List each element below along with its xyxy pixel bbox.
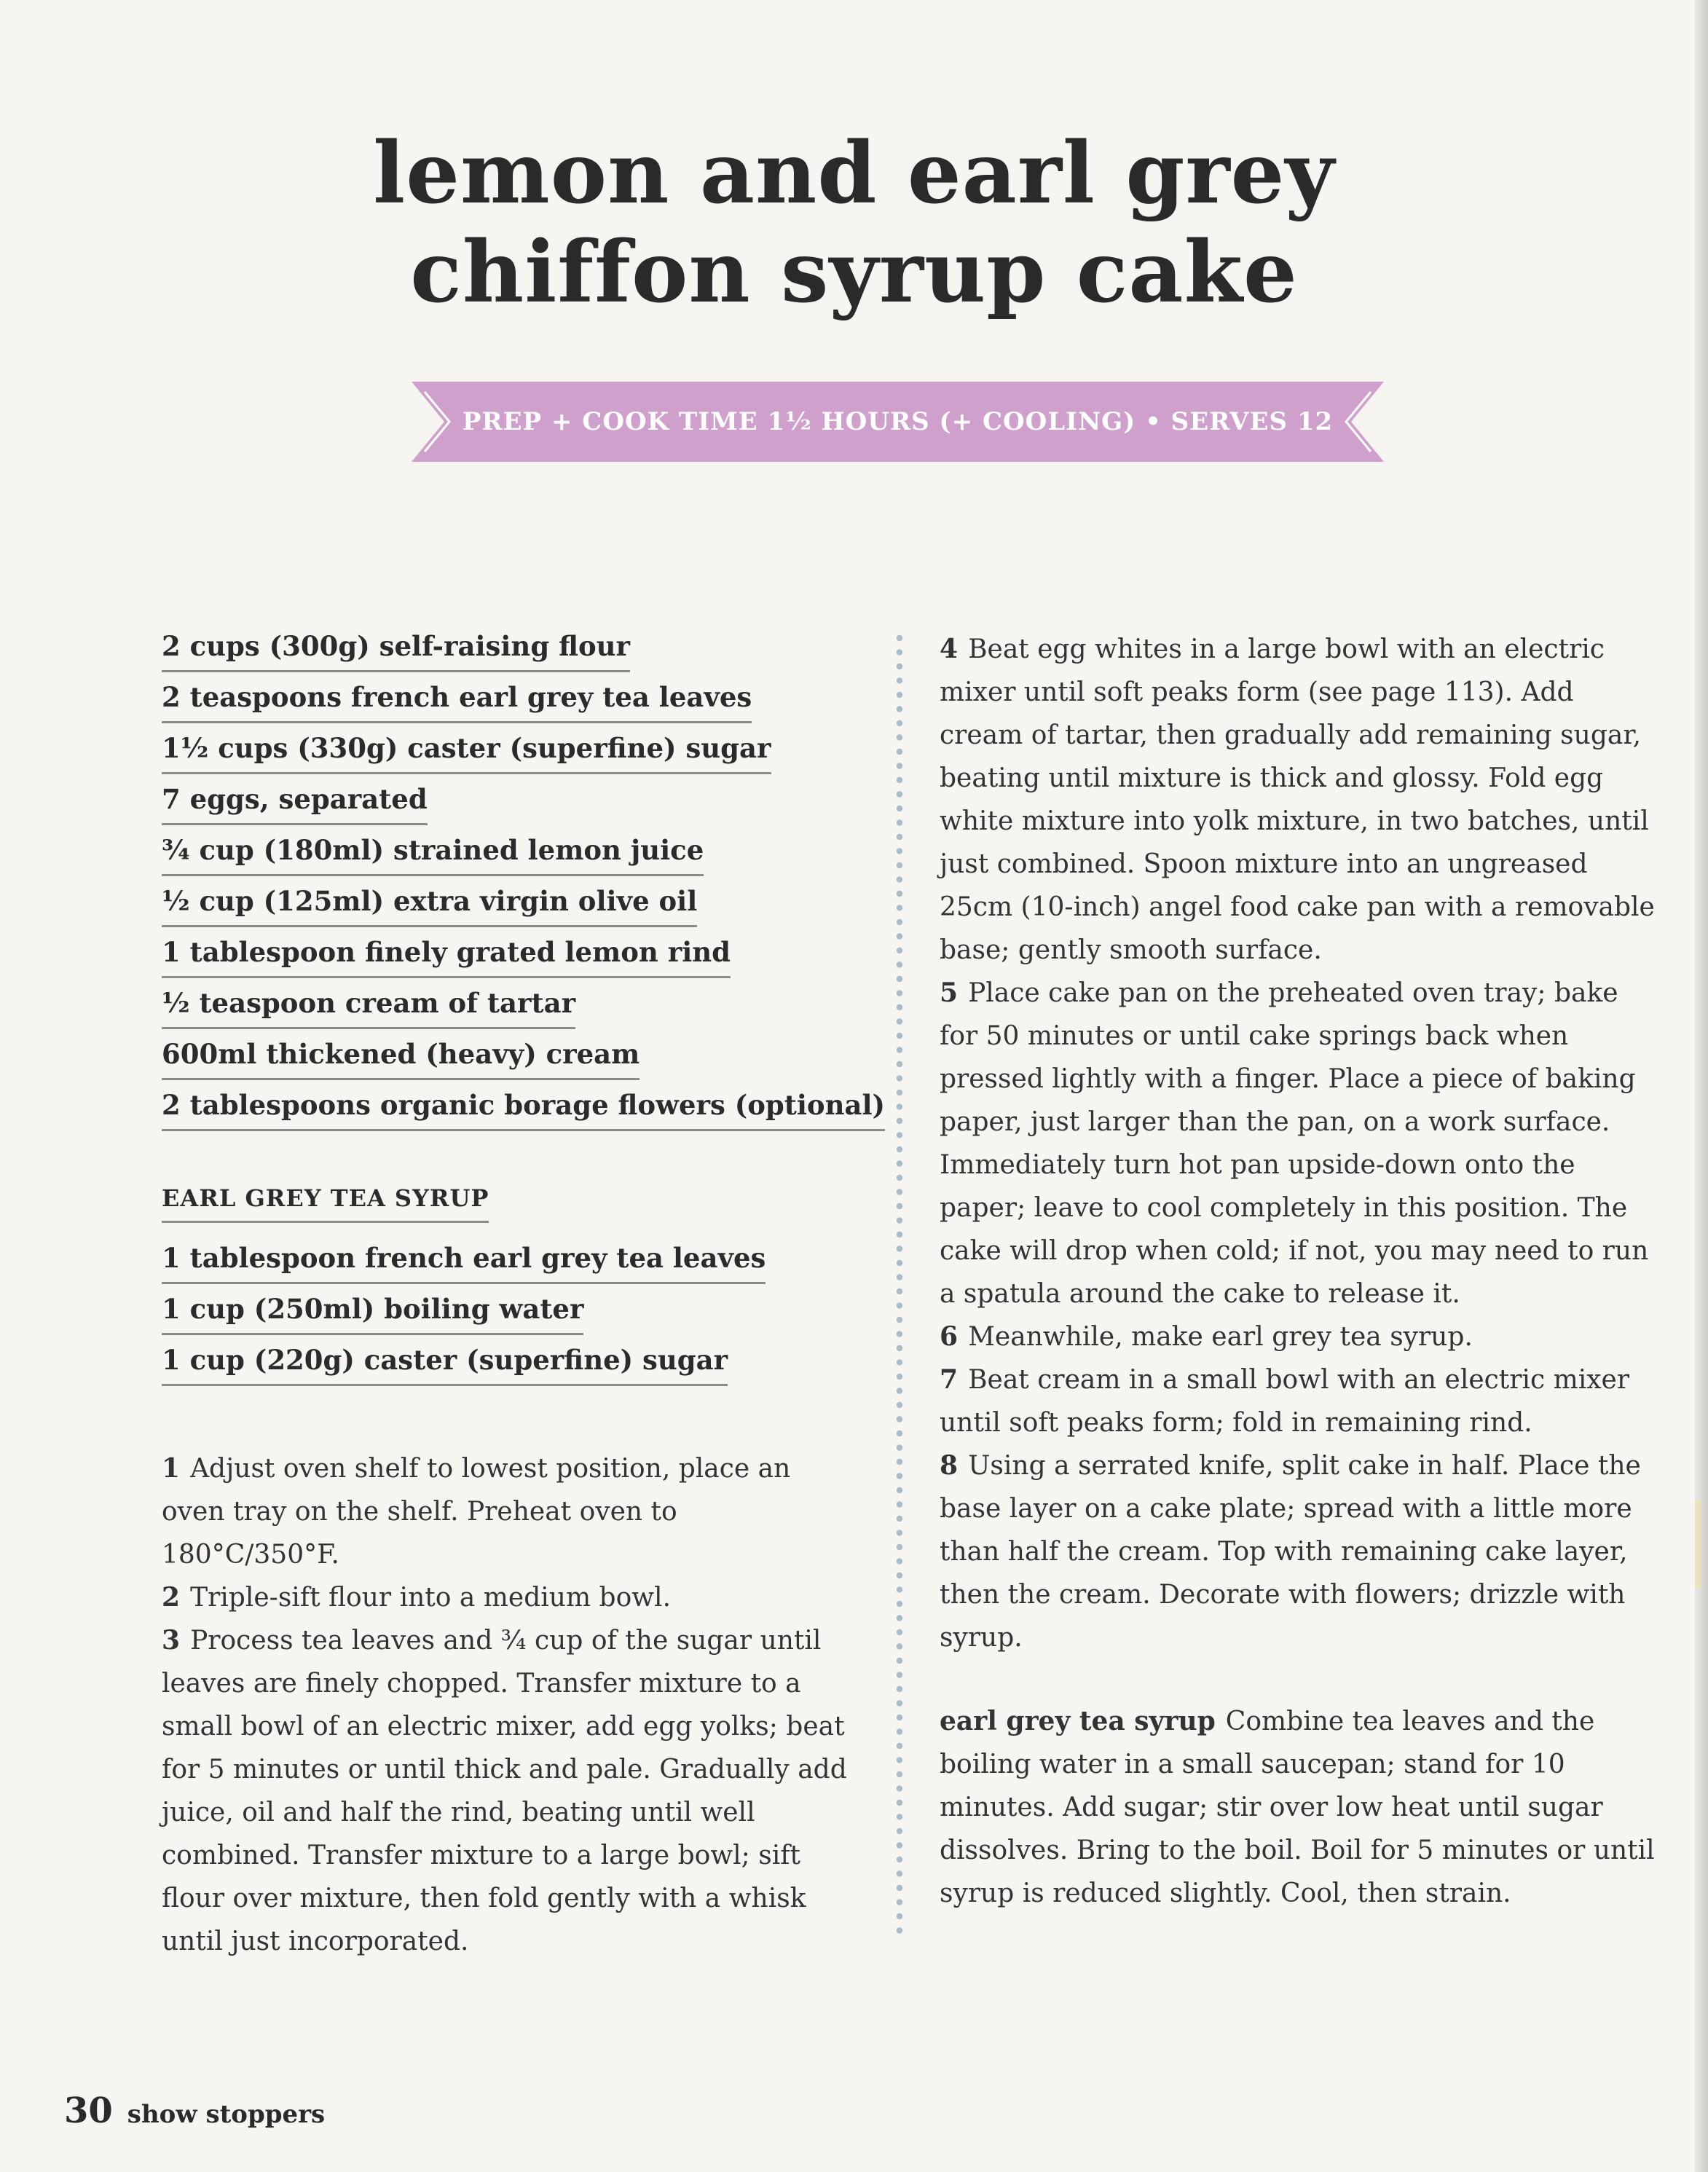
divider-dot [897, 891, 902, 897]
divider-dot [897, 1075, 902, 1081]
divider-dot [897, 1246, 902, 1251]
divider-dot [897, 1516, 902, 1522]
divider-dot [897, 1061, 902, 1067]
syrup-ingredient-item: 1 tablespoon french earl grey tea leaves [162, 1240, 766, 1284]
ingredient-item: 1 tablespoon finely grated lemon rind [162, 934, 731, 978]
divider-dot [897, 1771, 902, 1777]
method-steps-left [162, 1447, 861, 1963]
ingredient-item: 7 eggs, separated [162, 781, 428, 825]
divider-dot [897, 990, 902, 996]
ingredient-item: 1½ cups (330g) caster (superfine) sugar [162, 730, 771, 774]
divider-dot [897, 919, 902, 925]
method-step: 7 Beat cream in a small bowl with an electric mixer until soft peaks form; fold in remaining rind. [940, 1364, 1630, 1438]
divider-dot [897, 1018, 902, 1024]
divider-dot [897, 961, 902, 967]
divider-dot [897, 692, 902, 698]
method-step: 5 Place cake pan on the preheated oven tray; bake for 50 minutes or until cake springs back when pressed lightly with a finger. Place a piece of baking paper, just larger than the pan, on a work surface. Immediately turn hot pan upside-down onto the paper; leave to cool completely in this position. The cake will drop when cold; if not, you may need to run a spatula around the cake to release it. [940, 977, 1649, 1309]
divider-dot [897, 1359, 902, 1365]
divider-dot [897, 1672, 902, 1677]
divider-dot [897, 1842, 902, 1848]
divider-dot [897, 1288, 902, 1294]
divider-dot [897, 1175, 902, 1181]
divider-dot [897, 1203, 902, 1209]
divider-dot [897, 1629, 902, 1635]
divider-dot [897, 763, 902, 768]
divider-dot [897, 1402, 902, 1408]
divider-dot [897, 1601, 902, 1607]
divider-dot [897, 1857, 902, 1862]
page-edge [1695, 0, 1708, 2172]
divider-dot [897, 848, 902, 854]
divider-dot [897, 1870, 902, 1876]
divider-dot [897, 876, 902, 882]
method-step: 3 Process tea leaves and ¾ cup of the sugar until leaves are finely chopped. Transfer mixture to a small bowl of an electric mixer, add egg yolks; beat for 5 minutes or until thick and pale. Gradually add juice, oil and half the rind, beating until well combined. Transfer mixture to a large bowl; sift flour over mixture, then fold gently with a whisk until just incorporated. [162, 1625, 847, 1956]
divider-dot [897, 1274, 902, 1280]
divider-dot [897, 791, 902, 797]
method-step: 8 Using a serrated knife, split cake in half. Place the base layer on a cake plate; spread with a little more than half the cream. Top with remaining cake layer, then the cream. Decorate with flowers; drizzle with syrup. [940, 1450, 1641, 1653]
divider-dot [897, 1785, 902, 1791]
column-divider-dots [894, 634, 905, 1937]
syrup-ingredient-item: 1 cup (220g) caster (superfine) sugar [162, 1342, 728, 1386]
ingredient-item: ½ cup (125ml) extra virgin olive oil [162, 883, 697, 927]
divider-dot [897, 1927, 902, 1933]
divider-dot [897, 1118, 902, 1124]
divider-dot [897, 1473, 902, 1479]
divider-dot [897, 1800, 902, 1806]
divider-dot [897, 1899, 902, 1905]
method-step: 6 Meanwhile, make earl grey tea syrup. [940, 1321, 1473, 1352]
syrup-ingredient-item: 1 cup (250ml) boiling water [162, 1291, 583, 1335]
ingredient-item: ¾ cup (180ml) strained lemon juice [162, 832, 704, 876]
divider-dot [897, 948, 902, 953]
syrup-method: earl grey tea syrup Combine tea leaves and the boiling water in a small saucepan; stand for 10 minutes. Add sugar; stir over low heat until sugar dissolves. Bring to the boil. Boil for 5 minutes or until syrup is reduced slightly. Cool, then strain. [940, 1706, 1655, 1908]
divider-dot [897, 1643, 902, 1649]
divider-dot [897, 1459, 902, 1465]
divider-dot [897, 1331, 902, 1337]
divider-dot [897, 1103, 902, 1109]
prep-time-serves: PREP + COOK TIME 1½ HOURS (+ COOLING) • SERVES 12 [462, 407, 1334, 436]
divider-dot [897, 1431, 902, 1436]
divider-dot [897, 1388, 902, 1393]
page-number: 30 [64, 2090, 113, 2131]
divider-dot [897, 1345, 902, 1351]
divider-dot [897, 1260, 902, 1266]
divider-dot [897, 1090, 902, 1095]
info-banner [412, 379, 1384, 465]
divider-dot [897, 1615, 902, 1621]
divider-dot [897, 1544, 902, 1550]
divider-dot [897, 1004, 902, 1010]
ingredient-item: ½ teaspoon cream of tartar [162, 985, 575, 1029]
divider-dot [897, 777, 902, 783]
divider-dot [897, 1558, 902, 1564]
divider-dot [897, 806, 902, 811]
divider-dot [897, 635, 902, 641]
divider-dot [897, 1913, 902, 1919]
divider-dot [897, 1715, 902, 1720]
divider-dot [897, 1814, 902, 1819]
ingredient-item: 2 teaspoons french earl grey tea leaves [162, 679, 752, 723]
method-step: 4 Beat egg whites in a large bowl with an electric mixer until soft peaks form (see page 113). Add cream of tartar, then gradually add remaining sugar, beating until mixture is thick and glossy. Fold egg white mixture into yolk mixture, in two batches, until just combined. Spoon mixture into an ungreased 25cm (10-inch) angel food cake pan with a removable base; gently smooth surface. [940, 634, 1655, 965]
divider-dot [897, 1416, 902, 1422]
method-step: 1 Adjust oven shelf to lowest position, place an oven tray on the shelf. Preheat oven to 180°C/350°F. [162, 1453, 791, 1570]
divider-dot [897, 1757, 902, 1763]
divider-dot [897, 933, 902, 939]
title-line-2: chiffon syrup cake [410, 223, 1298, 322]
divider-dot [897, 819, 902, 825]
divider-dot [897, 1501, 902, 1507]
divider-dot [897, 1487, 902, 1493]
divider-dot [897, 976, 902, 982]
divider-dot [897, 1033, 902, 1039]
divider-dot [897, 1232, 902, 1238]
divider-dot [897, 1658, 902, 1664]
divider-dot [897, 1374, 902, 1380]
divider-dot [897, 1317, 902, 1323]
divider-dot [897, 1728, 902, 1734]
divider-dot [897, 720, 902, 726]
page-footer [64, 2090, 325, 2131]
divider-dot [897, 1047, 902, 1052]
divider-dot [897, 1828, 902, 1834]
divider-dot [897, 1146, 902, 1152]
recipe-title [0, 124, 1708, 322]
divider-dot [897, 834, 902, 840]
divider-dot [897, 1586, 902, 1592]
divider-dot [897, 706, 902, 712]
title-line-1: lemon and earl grey [373, 124, 1335, 223]
divider-dot [897, 1700, 902, 1706]
method-step: 2 Triple-sift flour into a medium bowl. [162, 1582, 672, 1613]
divider-dot [897, 1885, 902, 1891]
divider-dot [897, 1686, 902, 1692]
edge-tab-mark [1695, 1500, 1701, 1588]
ingredient-list [162, 628, 886, 1393]
divider-dot [897, 1530, 902, 1535]
syrup-ingredients-heading: EARL GREY TEA SYRUP [162, 1181, 489, 1223]
method-steps-right [940, 628, 1661, 1915]
divider-dot [897, 749, 902, 755]
divider-dot [897, 677, 902, 683]
divider-dot [897, 1743, 902, 1749]
divider-dot [897, 1132, 902, 1138]
ingredient-item: 600ml thickened (heavy) cream [162, 1036, 639, 1080]
divider-dot [897, 649, 902, 655]
ingredient-item: 2 tablespoons organic borage flowers (optional) [162, 1087, 885, 1131]
ingredient-item: 2 cups (300g) self-raising flour [162, 628, 630, 672]
divider-dot [897, 664, 902, 669]
divider-dot [897, 1444, 902, 1450]
divider-dot [897, 734, 902, 740]
divider-dot [897, 862, 902, 868]
divider-dot [897, 1217, 902, 1223]
divider-dot [897, 1302, 902, 1308]
section-name: show stoppers [127, 2100, 326, 2129]
divider-dot [897, 905, 902, 910]
divider-dot [897, 1189, 902, 1195]
divider-dot [897, 1573, 902, 1578]
divider-dot [897, 1160, 902, 1166]
